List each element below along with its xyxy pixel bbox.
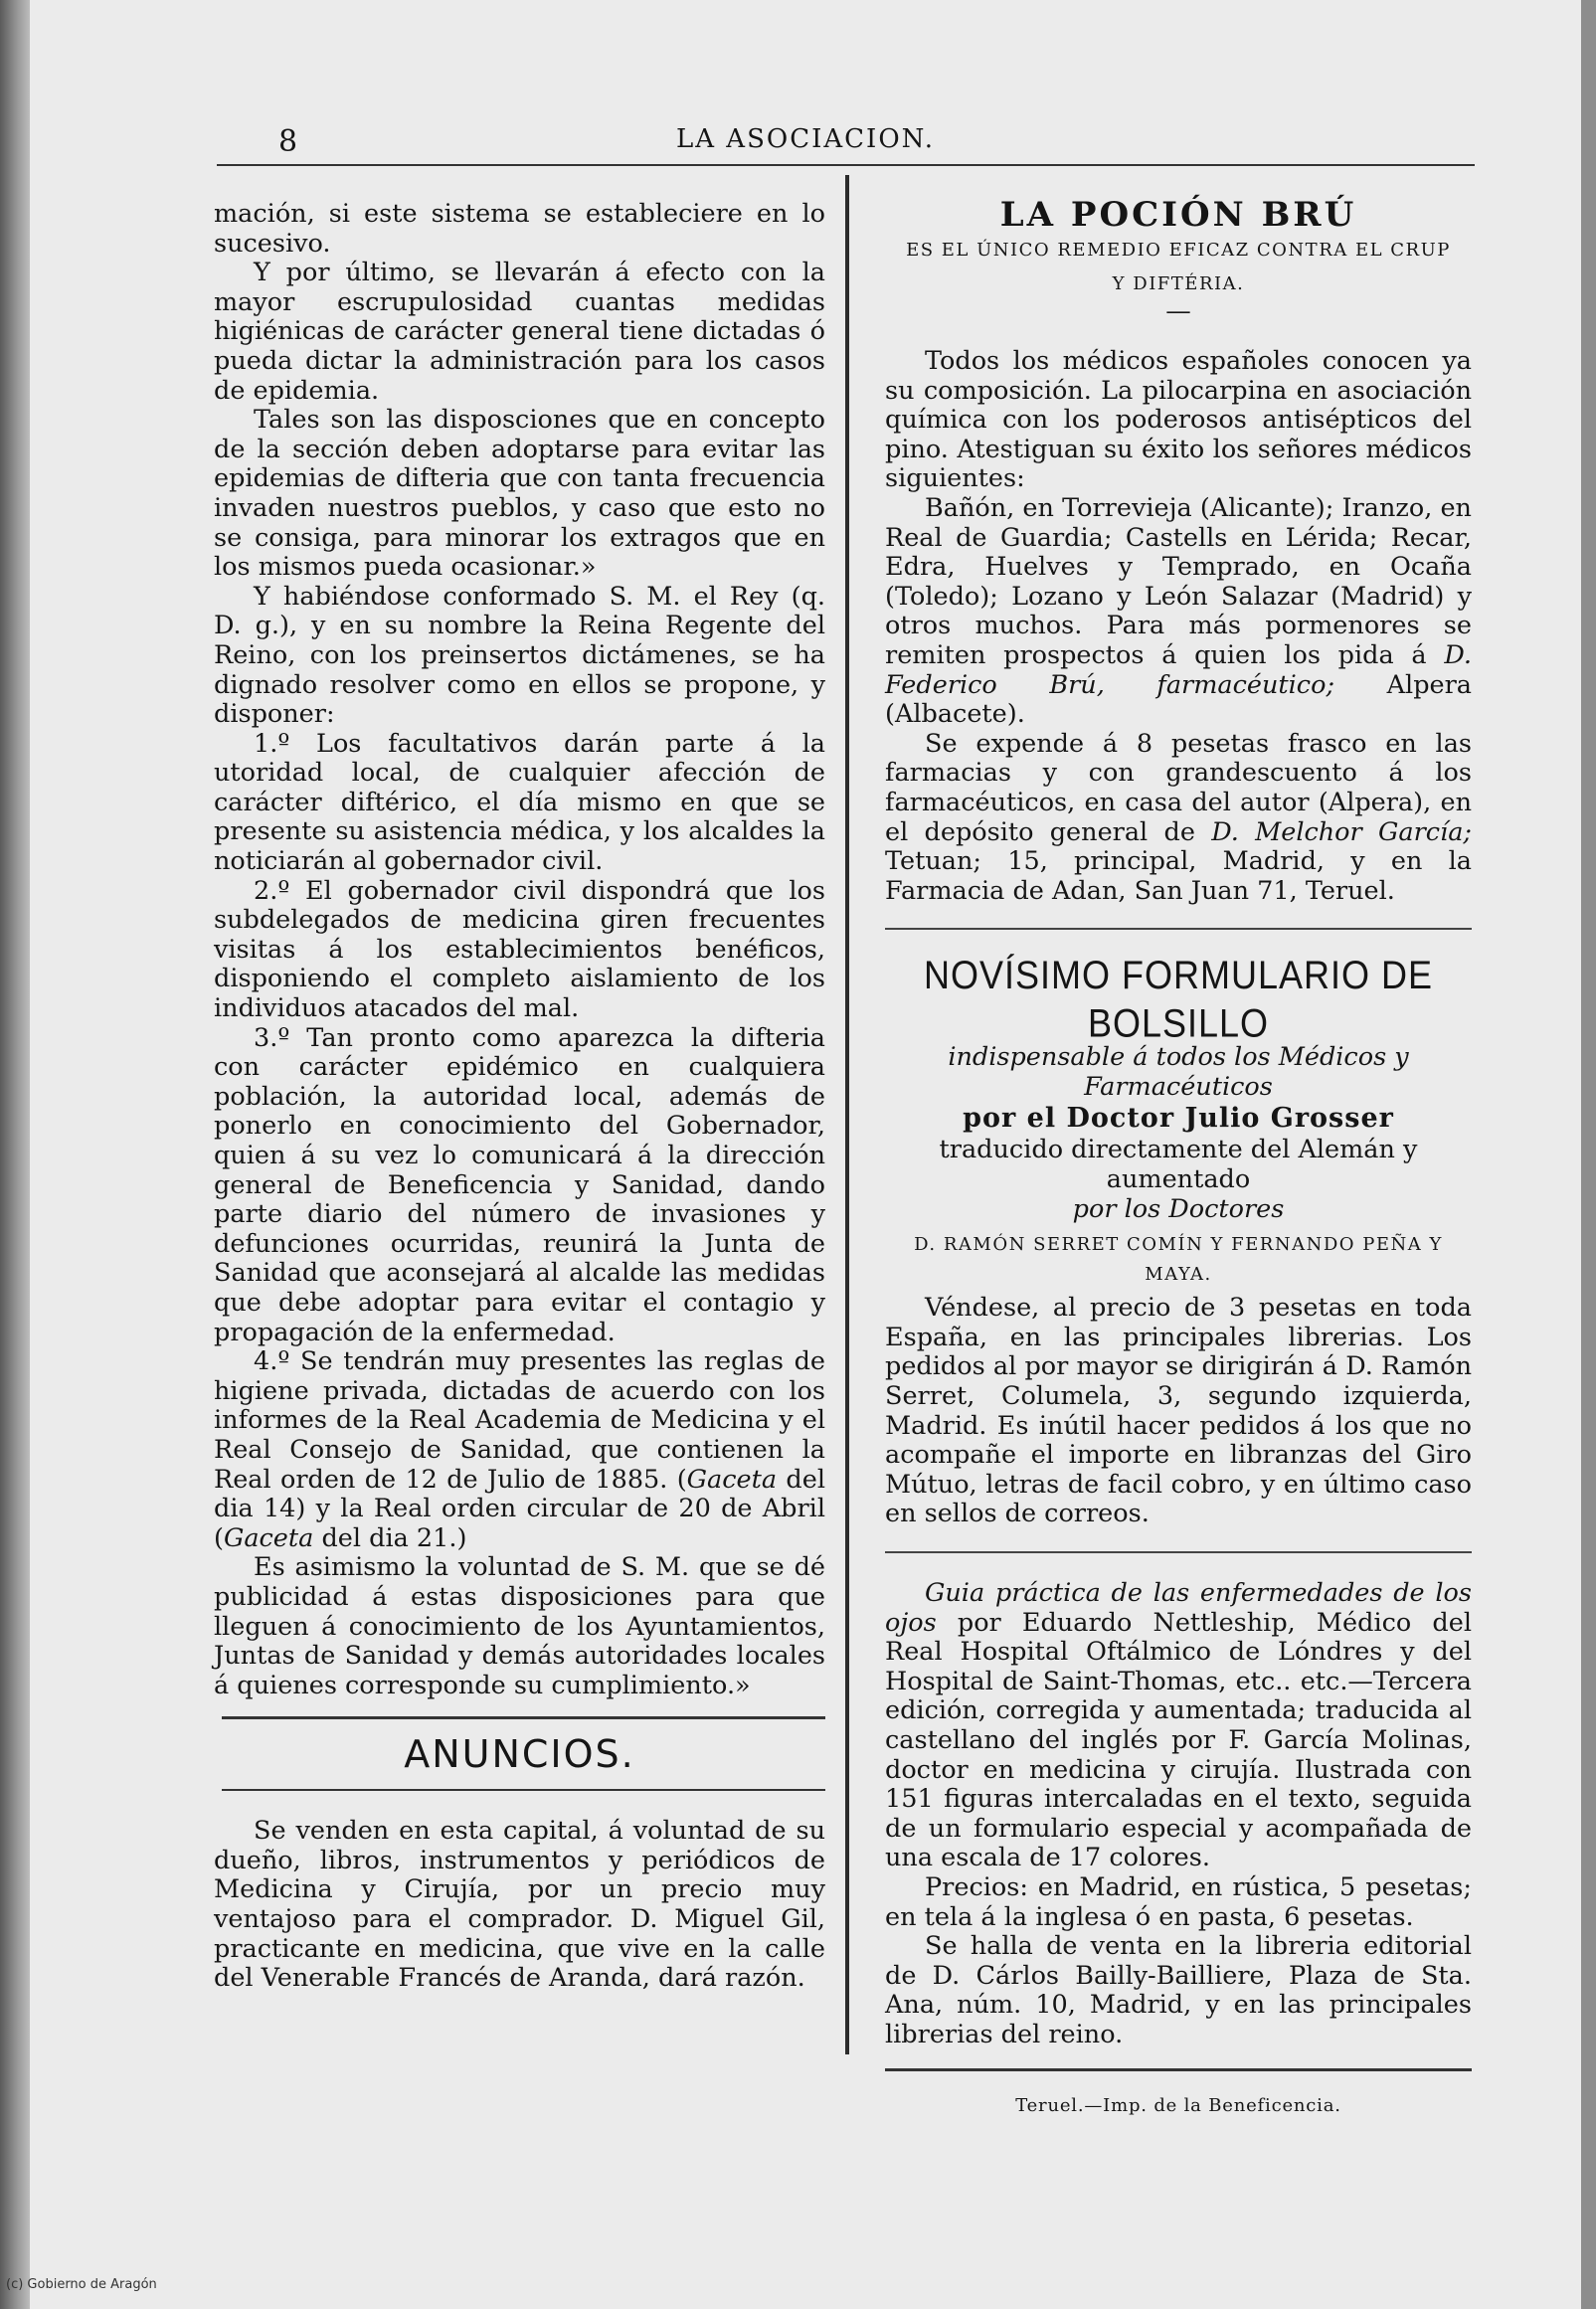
paragraph xyxy=(885,1579,1472,1873)
section-rule xyxy=(222,1716,825,1719)
advert-rule xyxy=(885,928,1472,930)
gaceta-italic: Gaceta xyxy=(686,1464,778,1495)
gaceta-italic: Gaceta xyxy=(223,1522,314,1553)
text-run: Alpera (Albacete). xyxy=(885,669,1473,730)
paragraph xyxy=(885,730,1472,907)
left-column xyxy=(214,200,825,1994)
text-run: Se expende á 8 pesetas frasco en las farmacias y con grandescuento á los farmacéuticos, en casa del autor (Alpera), en el depósito general de xyxy=(885,728,1472,847)
paragraph: mación, si este sistema se estableciere en lo sucesivo. xyxy=(214,199,825,259)
paragraph: Véndese, al precio de 3 pesetas en toda España, en las principales librerias. Los pedidos al por mayor se dirigirán á D. Ramón Serret, Columela, 3, segundo izquierda, Madrid. Es inútil hacer pedidos á los que no acompañe el importe en libranzas del Giro Mútuo, letras de facil cobro, y en último caso en sellos de correos. xyxy=(885,1293,1472,1529)
scan-credit: (c) Gobierno de Aragón xyxy=(6,2277,157,2292)
anuncio-paragraph: Se venden en esta capital, á voluntad de su dueño, libros, instrumentos y periódicos de Medicina y Cirujía, por un precio muy ventajoso para el comprador. D. Miguel Gil, practicante en medicina, que vive en la calle del Venerable Francés de Aranda, dará razón. xyxy=(214,1816,825,1994)
paragraph xyxy=(214,1347,825,1553)
text-run: 4.º Se tendrán muy presentes las reglas de higiene privada, dictadas de acuerdo con los informes de la Real Academia de Medicina y el Real Consejo de Sanidad, que contienen la Real orden de 12 de Julio de 1885. ( xyxy=(214,1346,825,1495)
text-run: Bañón, en Torrevieja (Alicante); Iranzo, en Real de Guardia; Castells en Lérida; Recar, Edra, Huelves y Temprado, en Ocaña (Toledo); Lozano y León Salazar (Madrid) y otros muchos. Para más pormenores se remiten prospectos á quien los pida á xyxy=(885,492,1472,670)
paragraph: Precios: en Madrid, en rústica, 5 pesetas; en tela á la inglesa ó en pasta, 6 pesetas. xyxy=(885,1871,1472,1932)
advert-dash: — xyxy=(1165,296,1191,326)
text-run: del dia 21.) xyxy=(313,1522,467,1553)
column-divider xyxy=(845,175,849,2054)
page-number: 8 xyxy=(278,124,298,159)
advert-title: LA POCIÓN BRÚ xyxy=(999,195,1357,235)
anuncios-heading: ANUNCIOS. xyxy=(404,1732,635,1777)
advert-rule xyxy=(885,2068,1472,2071)
paragraph: 2.º El gobernador civil dispondrá que los subdelegados de medicina giren frecuentes visitas á los establecimientos benéficos, disponiendo el completo aislamiento de los individuos atacados del mal. xyxy=(214,875,825,1024)
italic-run: D. Melchor García; xyxy=(1211,816,1473,847)
advert-title: NOVÍSIMO FORMULARIO DE BOLSILLO xyxy=(923,952,1434,1046)
book-title: Guia práctica de las enfermedades de los ojos xyxy=(885,1578,1472,1638)
right-column xyxy=(885,196,1472,2120)
paragraph: Y habiéndose conformado S. M. el Rey (q. D. g.), y en su nombre la Reina Regente del Reino, con los preinsertos dictámenes, se ha dignado resolver como en ellos se propone, y disponer: xyxy=(214,581,825,730)
advert-subtitle: ES EL ÚNICO REMEDIO EFICAZ CONTRA EL CRUP xyxy=(906,240,1451,261)
advert-subtitle: Y DIFTÉRIA. xyxy=(1112,273,1245,294)
paragraph: Todos los médicos españoles conocen ya su composición. La pilocarpina en asociación química con los poderosos antisépticos del pino. Atestiguan su éxito los señores médicos siguientes: xyxy=(885,346,1472,494)
paragraph: 1.º Los facultativos darán parte á la utoridad local, de cualquier afección de carácter diftérico, el día mismo en que se presente su asistencia médica, y los alcaldes la noticiarán al gobernador civil. xyxy=(214,728,825,877)
paragraph: Se halla de venta en la libreria editorial de D. Cárlos Bailly-Bailliere, Plaza de Sta. Ana, núm. 10, Madrid, y en las principales librerias del reino. xyxy=(885,1931,1472,2049)
paragraph: Tales son las disposciones que en concepto de la sección deben adoptarse para evitar las epidemias de difteria que con tanta frecuencia invaden nuestros pueblos, y caso que esto no se consiga, para minorar los extragos que en los mismos pueda ocasionar.» xyxy=(214,405,825,583)
advert-author: por el Doctor Julio Grosser xyxy=(963,1103,1394,1135)
text-run: Tetuan; 15, principal, Madrid, y en la Farmacia de Adan, San Juan 71, Teruel. xyxy=(885,846,1472,906)
section-rule xyxy=(222,1789,825,1791)
italic-run: D. Federico Brú, farmacéutico; xyxy=(885,639,1472,700)
advert-subtitle: indispensable á todos los Médicos y Farmacéuticos xyxy=(948,1042,1409,1102)
advert-pocion-bru xyxy=(885,196,1472,906)
advert-guia-practica xyxy=(885,1579,1472,2050)
page-header xyxy=(278,124,1452,166)
paragraph xyxy=(885,494,1472,730)
advert-by: por los Doctores xyxy=(1072,1193,1285,1224)
book-binding-edge xyxy=(0,0,30,2309)
imprint-line: Teruel.—Imp. de la Beneficencia. xyxy=(1015,2094,1341,2116)
advert-translators: D. RAMÓN SERRET COMÍN Y FERNANDO PEÑA Y MAYA. xyxy=(914,1234,1443,1286)
running-title: LA ASOCIACION. xyxy=(676,124,935,154)
advert-translated: traducido directamente del Alemán y aumentado xyxy=(939,1135,1418,1195)
paragraph: Es asimismo la voluntad de S. M. que se dé publicidad á estas disposiciones para que lleguen á conocimiento de los Ayuntamientos, Juntas de Sanidad y demás autoridades locales á quienes corresponde su cumplimiento.» xyxy=(214,1552,825,1700)
text-run: del dia 14) y la Real orden circular de 20 de Abril ( xyxy=(214,1464,825,1553)
header-rule xyxy=(217,164,1475,166)
paragraph: 3.º Tan pronto como aparezca la difteria con carácter epidémico en cualquiera población, la autoridad local, además de ponerlo en conocimiento del Gobernador, quien á su vez lo comunicará á la dirección general de Beneficencia y Sanidad, dando parte diario del número de invasiones y defunciones ocurridas, reunirá la Junta de Sanidad que aconsejará al alcalde las medidas que debe adoptar para evitar el contagio y propagación de la enfermedad. xyxy=(214,1022,825,1347)
advert-rule xyxy=(885,1551,1472,1553)
text-run: por Eduardo Nettleship, Médico del Real Hospital Oftálmico de Lóndres y del Hospital de Saint-Thomas, etc.. etc.—Tercera edición, corregida y aumentada; traducida al castellano del inglés por F. García Molinas, doctor en medicina y cirujía. Ilustrada con 151 figuras intercaladas en el texto, seguida de un formulario especial y acompañada de una escala de 17 colores. xyxy=(885,1607,1472,1873)
paragraph: Y por último, se llevarán á efecto con la mayor escrupulosidad cuantas medidas higiénicas de carácter general tiene dictadas ó pueda dictar la administración para los casos de epidemia. xyxy=(214,258,825,406)
advert-formulario xyxy=(885,952,1472,1529)
